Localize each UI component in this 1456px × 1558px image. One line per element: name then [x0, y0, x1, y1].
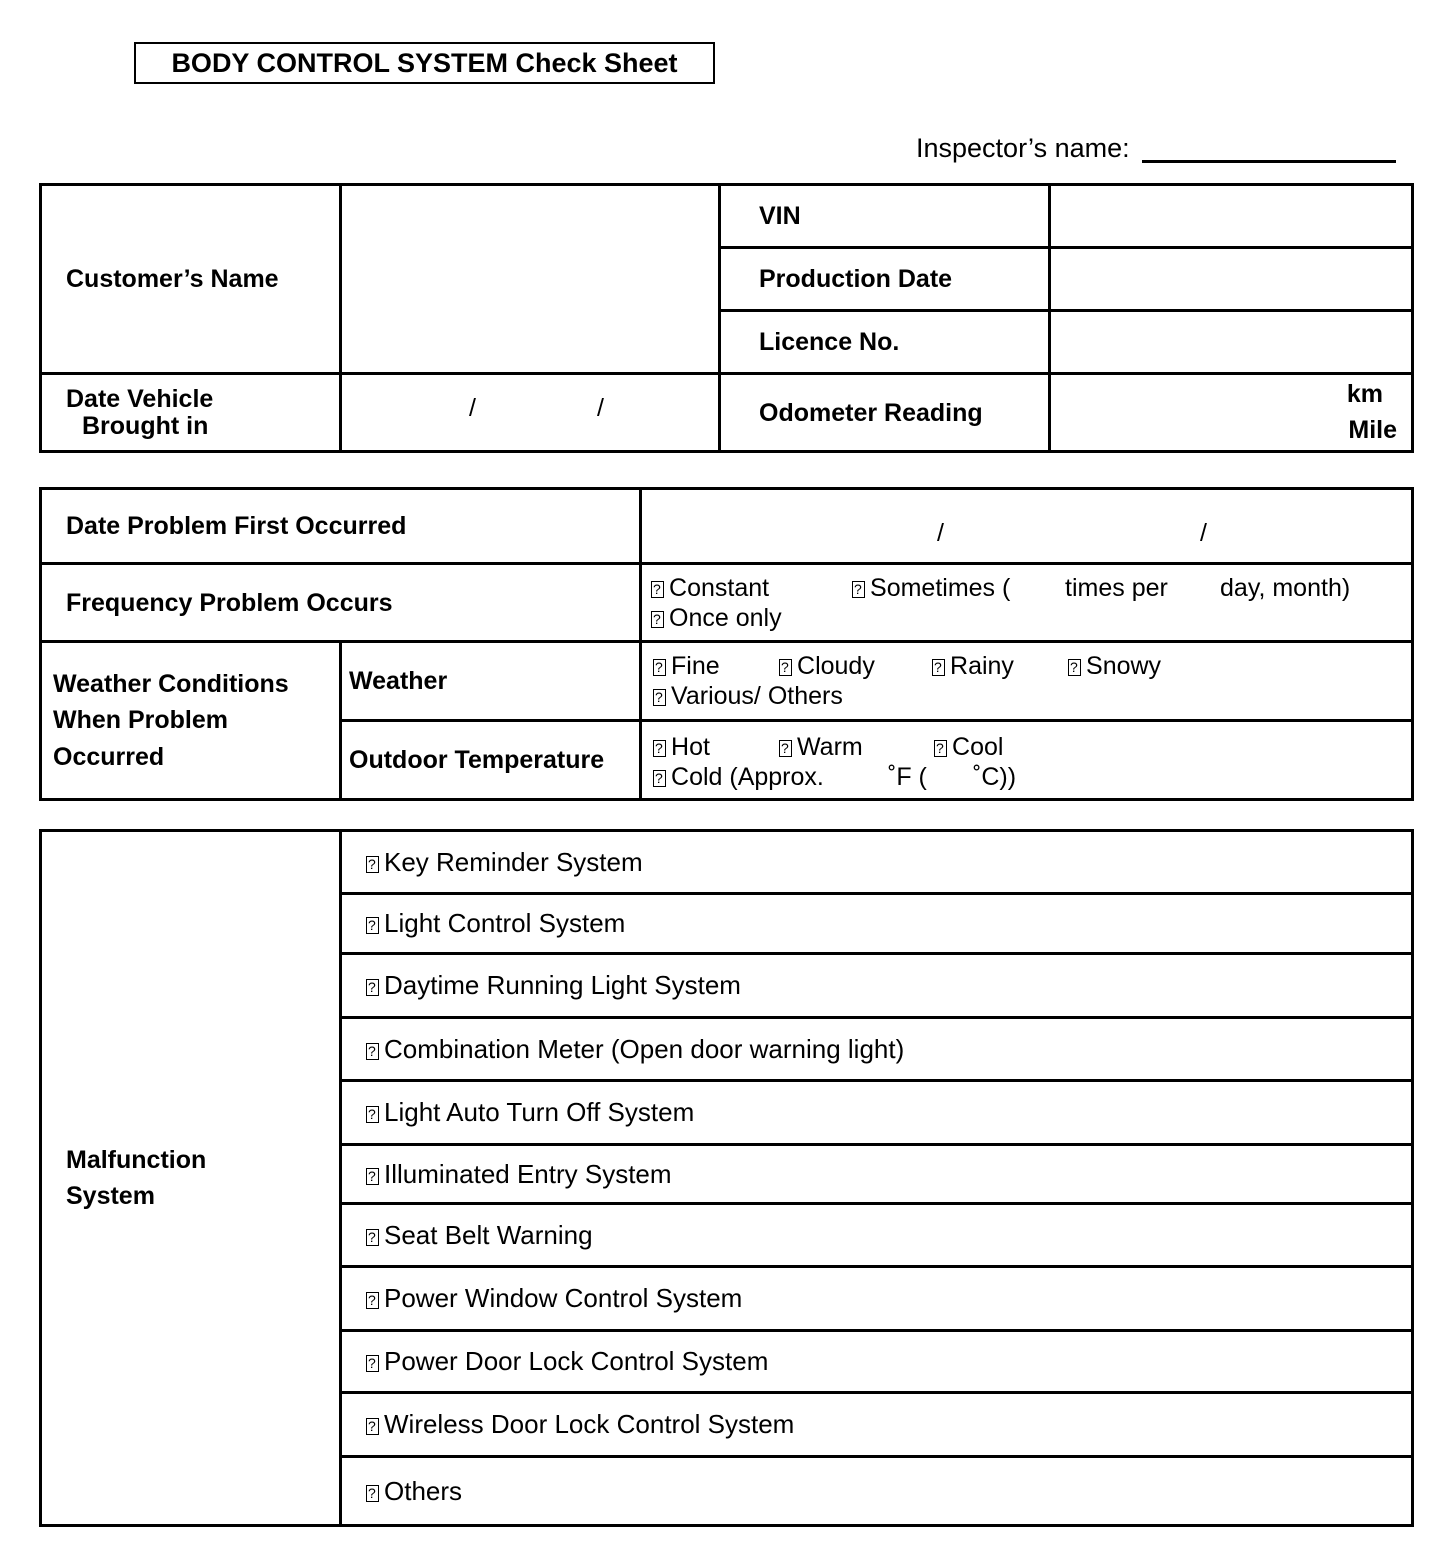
weather-various-label: Various/ Others	[671, 682, 843, 710]
inspector-label: Inspector’s name:	[916, 133, 1130, 163]
temp-cold-label: Cold (Approx.	[671, 763, 824, 791]
odometer-field[interactable]	[1050, 374, 1413, 452]
temp-warm-label: Warm	[797, 733, 863, 761]
weather-fine-label: Fine	[671, 652, 720, 680]
checkbox-icon[interactable]	[852, 581, 865, 598]
malfunction-item-label: Daytime Running Light System	[384, 970, 741, 1000]
checkbox-icon[interactable]	[366, 1106, 379, 1123]
temp-celsius: ˚C))	[973, 763, 1017, 791]
freq-times-per: times per	[1065, 574, 1168, 602]
weather-label: Weather	[341, 642, 641, 721]
sheet-title: BODY CONTROL SYSTEM Check Sheet	[134, 42, 715, 84]
malfunction-item-label: Seat Belt Warning	[384, 1219, 593, 1250]
temp-cold-option[interactable]	[653, 762, 824, 792]
weather-conditions-label	[41, 642, 341, 800]
temp-cool-option[interactable]	[934, 732, 1003, 762]
freq-sometimes-option[interactable]	[852, 573, 1010, 603]
date-brought-line1: Date Vehicle	[66, 385, 214, 414]
checkbox-icon[interactable]	[366, 979, 379, 996]
licence-no-label: Licence No.	[720, 311, 1050, 374]
malfunction-item[interactable]	[341, 954, 1413, 1018]
malfunction-table	[39, 829, 1414, 1527]
frequency-options	[641, 564, 1413, 642]
date-first-occurred-label: Date Problem First Occurred	[41, 489, 641, 564]
customer-name-label: Customer’s Name	[41, 185, 341, 374]
weather-options	[641, 642, 1413, 721]
customer-name-field[interactable]	[341, 185, 720, 374]
malfunction-item-label: Power Window Control System	[384, 1283, 743, 1313]
weather-conditions-line2: When Problem	[53, 706, 229, 735]
km-unit: km	[1346, 380, 1383, 408]
date-separator: /	[597, 394, 604, 422]
freq-once-option[interactable]	[651, 603, 782, 633]
licence-no-field[interactable]	[1050, 311, 1413, 374]
odometer-label: Odometer Reading	[720, 374, 1050, 452]
freq-sometimes-label: Sometimes (	[870, 574, 1011, 602]
checkbox-icon[interactable]	[366, 1485, 379, 1502]
malfunction-item[interactable]	[341, 894, 1413, 954]
malfunction-label-line2: System	[66, 1182, 155, 1210]
weather-rainy-label: Rainy	[950, 652, 1014, 680]
problem-info-table	[39, 487, 1414, 801]
malfunction-item-label: Key Reminder System	[384, 846, 643, 877]
temp-warm-option[interactable]	[779, 732, 863, 762]
checkbox-icon[interactable]	[366, 1229, 379, 1246]
malfunction-item[interactable]	[341, 1393, 1413, 1457]
inspector-name-line[interactable]	[1142, 160, 1396, 163]
checkbox-icon[interactable]	[653, 689, 666, 706]
checkbox-icon[interactable]	[366, 1043, 379, 1060]
malfunction-item[interactable]	[341, 1267, 1413, 1331]
malfunction-item-label: Light Auto Turn Off System	[384, 1097, 695, 1127]
checkbox-icon[interactable]	[366, 917, 379, 934]
checkbox-icon[interactable]	[779, 659, 792, 676]
malfunction-item-label: Others	[384, 1475, 463, 1506]
malfunction-label-line1: Malfunction	[66, 1145, 207, 1174]
malfunction-item[interactable]	[341, 1145, 1413, 1204]
date-brought-line2: Brought in	[82, 411, 209, 440]
malfunction-item-label: Power Door Lock Control System	[384, 1346, 769, 1376]
date-separator: /	[1200, 519, 1207, 547]
vehicle-info-table	[39, 183, 1414, 453]
checkbox-icon[interactable]	[366, 1418, 379, 1435]
temp-hot-label: Hot	[671, 733, 710, 761]
temp-hot-option[interactable]	[653, 732, 710, 762]
weather-various-option[interactable]	[653, 681, 843, 711]
weather-snowy-label: Snowy	[1086, 652, 1162, 680]
checkbox-icon[interactable]	[366, 856, 379, 873]
malfunction-item[interactable]	[341, 1331, 1413, 1393]
outdoor-temp-label: Outdoor Temperature	[341, 721, 641, 800]
malfunction-item-label: Wireless Door Lock Control System	[384, 1409, 795, 1439]
malfunction-item[interactable]	[341, 1081, 1413, 1145]
checkbox-icon[interactable]	[653, 659, 666, 676]
temp-fahrenheit: ˚F (	[888, 763, 927, 791]
malfunction-system-label	[41, 831, 341, 1526]
checkbox-icon[interactable]	[366, 1292, 379, 1309]
temp-cool-label: Cool	[952, 733, 1004, 761]
mile-unit: Mile	[1348, 416, 1397, 444]
checkbox-icon[interactable]	[779, 740, 792, 757]
checkbox-icon[interactable]	[366, 1355, 379, 1372]
weather-cloudy-label: Cloudy	[797, 652, 875, 680]
date-separator: /	[469, 394, 476, 422]
vin-field[interactable]	[1050, 185, 1413, 248]
freq-day-month: day, month)	[1220, 574, 1351, 602]
malfunction-item-label: Light Control System	[384, 908, 626, 938]
malfunction-item[interactable]	[341, 1457, 1413, 1526]
malfunction-item[interactable]	[341, 1018, 1413, 1081]
checkbox-icon[interactable]	[366, 1168, 379, 1185]
checkbox-icon[interactable]	[932, 659, 945, 676]
malfunction-item[interactable]	[341, 831, 1413, 894]
date-brought-label	[41, 374, 341, 452]
checkbox-icon[interactable]	[934, 740, 947, 757]
weather-snowy-option[interactable]	[1068, 651, 1161, 681]
date-separator: /	[937, 519, 944, 547]
production-date-label: Production Date	[720, 248, 1050, 311]
freq-constant-option[interactable]	[651, 573, 769, 603]
checkbox-icon[interactable]	[651, 581, 664, 598]
malfunction-item-label: Illuminated Entry System	[384, 1158, 672, 1189]
weather-rainy-option[interactable]	[932, 651, 1014, 681]
checkbox-icon[interactable]	[651, 611, 664, 628]
weather-fine-option[interactable]	[653, 651, 720, 681]
checkbox-icon[interactable]	[653, 770, 666, 787]
malfunction-item[interactable]	[341, 1204, 1413, 1267]
date-brought-field[interactable]	[341, 374, 720, 452]
weather-cloudy-option[interactable]	[779, 651, 875, 681]
malfunction-item-label: Combination Meter (Open door warning light)	[384, 1033, 905, 1064]
weather-conditions-line3: Occurred	[53, 742, 165, 771]
checkbox-icon[interactable]	[653, 740, 666, 757]
freq-constant-label: Constant	[669, 574, 770, 602]
freq-once-label: Once only	[669, 604, 782, 632]
checkbox-icon[interactable]	[1068, 659, 1081, 676]
weather-conditions-line1: Weather Conditions	[53, 670, 289, 699]
vin-label: VIN	[720, 185, 1050, 248]
frequency-label: Frequency Problem Occurs	[41, 564, 641, 642]
date-first-occurred-field[interactable]	[641, 489, 1413, 564]
temp-options	[641, 721, 1413, 800]
production-date-field[interactable]	[1050, 248, 1413, 311]
